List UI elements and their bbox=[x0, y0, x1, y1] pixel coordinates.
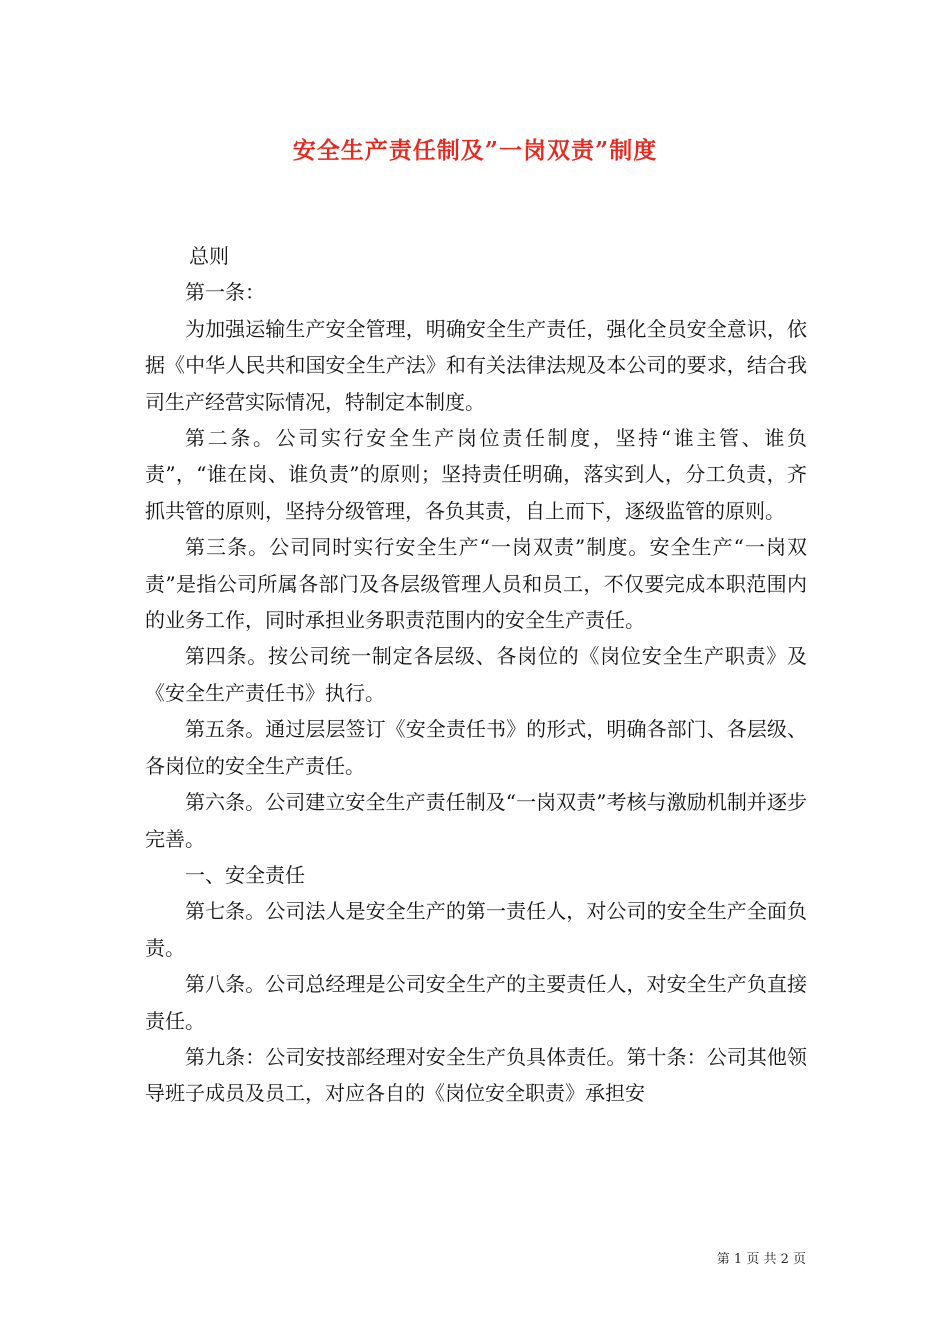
page-number: 第 1 页 共 2 页 bbox=[716, 1252, 806, 1267]
document-title: 安全生产责任制及”一岗双责”制度 bbox=[292, 137, 658, 164]
document-body bbox=[145, 238, 807, 1112]
section-heading-safety-responsibility: 一、安全责任 bbox=[185, 862, 305, 887]
article-1-label: 第一条： bbox=[185, 280, 265, 305]
article-3-paragraph: 第三条。公司同时实行安全生产“一岗双责”制度。安全生产“一岗双责”是指公司所属各部门及各层级管理人员和员工，不仅要完成本职范围内的业务工作，同时承担业务职责范围内的安全生产责任。 bbox=[145, 535, 807, 633]
section-heading-general: 总则 bbox=[189, 244, 229, 268]
article-6-paragraph: 第六条。公司建立安全生产责任制及“一岗双责”考核与激励机制并逐步完善。 bbox=[145, 790, 807, 851]
article-7-paragraph: 第七条。公司法人是安全生产的第一责任人，对公司的安全生产全面负责。 bbox=[145, 899, 807, 960]
article-9-paragraph: 第九条：公司安技部经理对安全生产负具体责任。第十条：公司其他领导班子成员及员工，对应各自的《岗位安全职责》承担安 bbox=[145, 1044, 807, 1106]
article-8-paragraph: 第八条。公司总经理是公司安全生产的主要责任人，对安全生产负直接责任。 bbox=[145, 972, 807, 1033]
article-2-paragraph: 第二条。公司实行安全生产岗位责任制度，坚持“谁主管、谁负责”，“谁在岗、谁负责”的原则；坚持责任明确，落实到人，分工负责，齐抓共管的原则，坚持分级管理，各负其责，自上而下，逐级监管的原则。 bbox=[145, 426, 807, 523]
article-4-paragraph: 第四条。按公司统一制定各层级、各岗位的《岗位安全生产职责》及《安全生产责任书》执行。 bbox=[145, 644, 807, 705]
article-1-paragraph: 为加强运输生产安全管理，明确安全生产责任，强化全员安全意识，依据《中华人民共和国安全生产法》和有关法律法规及本公司的要求，结合我司生产经营实际情况，特制定本制度。 bbox=[145, 316, 807, 414]
article-5-paragraph: 第五条。通过层层签订《安全责任书》的形式，明确各部门、各层级、各岗位的安全生产责任。 bbox=[145, 717, 807, 778]
